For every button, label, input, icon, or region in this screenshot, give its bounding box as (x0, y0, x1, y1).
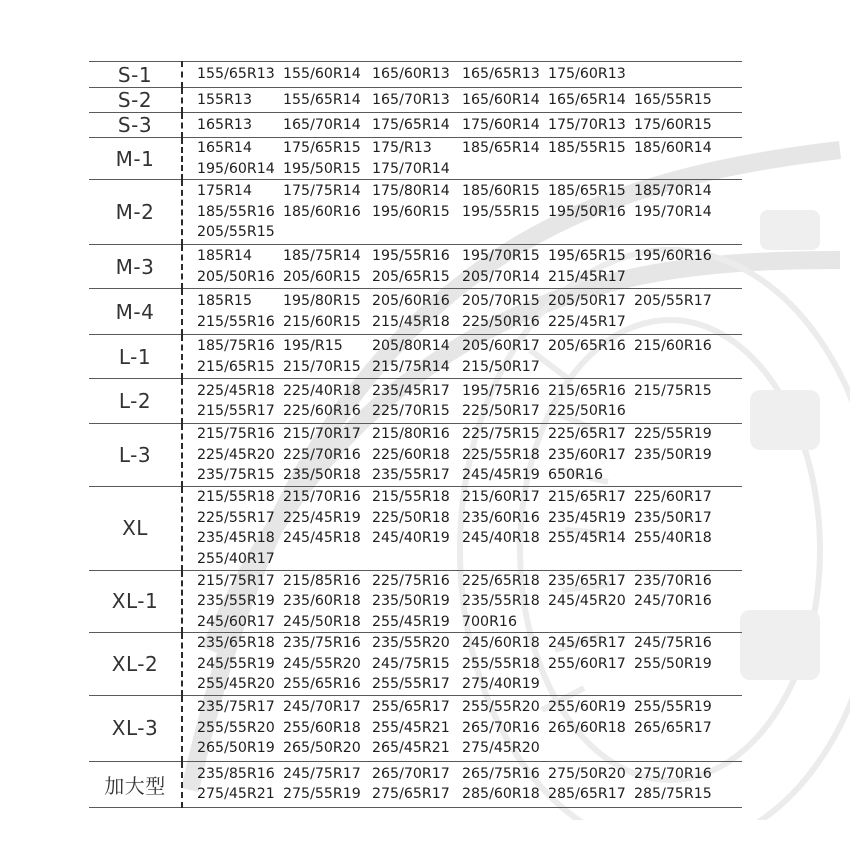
tire-size: 245/40R18 (462, 530, 540, 546)
tire-size: 235/65R17 (548, 572, 626, 589)
tire-size: 225/45R17 (548, 313, 626, 330)
tire-size: 185/75R16 (197, 338, 275, 354)
size-line (197, 138, 738, 159)
tire-size: 245/75R17 (283, 765, 361, 782)
tire-size: 165/60R13 (372, 66, 450, 83)
table-row (89, 570, 742, 633)
tire-size: 225/65R18 (462, 572, 540, 589)
tire-size: 155/65R14 (283, 91, 361, 108)
table-row (89, 88, 742, 113)
tire-size: 285/60R18 (462, 786, 540, 802)
tire-size: 215/75R14 (372, 358, 450, 375)
size-line (197, 312, 738, 333)
size-code-cell (89, 695, 182, 761)
size-line (197, 336, 738, 357)
tire-size: 215/75R15 (634, 382, 712, 399)
size-line (197, 90, 738, 111)
size-line (197, 159, 738, 180)
tire-size: 275/40R19 (462, 676, 540, 692)
tire-size: 215/65R16 (548, 382, 626, 399)
tire-size: 235/60R16 (462, 509, 540, 526)
size-line (197, 401, 738, 422)
tire-size: 245/45R18 (283, 530, 361, 546)
size-line (197, 181, 738, 202)
table-row (89, 424, 742, 487)
size-line (197, 591, 738, 612)
tire-size: 255/40R17 (197, 550, 275, 567)
tire-size: 245/60R17 (197, 613, 275, 630)
tire-size: 165/60R14 (462, 91, 540, 108)
tire-size: 175/75R14 (283, 183, 361, 200)
tire-size: 245/45R19 (462, 467, 540, 483)
tire-size: 185/70R14 (634, 183, 712, 200)
size-code-label: 加大型 (104, 773, 166, 798)
tire-size: 185/55R16 (197, 203, 275, 220)
tire-size: 195/60R14 (197, 160, 275, 177)
tire-size: 225/70R15 (372, 403, 450, 419)
tire-size: 235/50R19 (634, 446, 712, 463)
size-line (197, 64, 738, 85)
tire-size: 175/65R14 (372, 116, 450, 133)
size-code-cell (89, 245, 182, 289)
tire-size: 195/55R16 (372, 248, 450, 264)
tire-size: 275/55R19 (283, 786, 361, 802)
tire-size: 225/75R15 (462, 426, 540, 442)
size-line (197, 674, 738, 695)
size-line (197, 115, 738, 136)
tire-size: 275/65R17 (372, 786, 450, 802)
tire-size: 205/60R17 (462, 338, 540, 354)
size-line (197, 381, 738, 402)
tire-size: 255/45R14 (548, 530, 626, 546)
tire-size: 205/70R14 (462, 268, 540, 285)
size-line (197, 718, 738, 739)
size-line (197, 697, 738, 718)
tire-size: 255/55R19 (634, 699, 712, 716)
table-row (89, 245, 742, 289)
tire-size: 215/85R16 (283, 572, 361, 589)
tire-size: 205/65R15 (372, 268, 450, 285)
tire-size: 245/45R20 (548, 593, 626, 609)
tire-size: 255/45R19 (372, 613, 450, 630)
tire-size: 285/75R15 (634, 786, 712, 802)
tire-size: 245/40R19 (372, 530, 450, 546)
tire-size: 195/50R15 (283, 160, 361, 177)
tire-size: 155/65R13 (197, 66, 275, 83)
size-line (197, 424, 738, 445)
tire-size: 255/65R17 (372, 699, 450, 716)
tire-size: 215/55R18 (372, 489, 450, 505)
size-code-cell (89, 335, 182, 379)
tire-sizes-cell (182, 62, 742, 88)
size-code-label: L-2 (118, 389, 152, 413)
tire-size: 155R13 (197, 91, 252, 108)
tire-size: 245/50R18 (283, 613, 361, 630)
size-line (197, 487, 738, 508)
tire-size: 245/75R16 (634, 635, 712, 651)
table-row (89, 761, 742, 807)
tire-size: 235/55R18 (462, 593, 540, 609)
tire-size: 205/80R14 (372, 338, 450, 354)
tire-sizes-cell (182, 245, 742, 289)
size-code-label: M-2 (115, 200, 155, 224)
tire-size: 225/75R16 (372, 572, 450, 589)
size-code-label: XL-1 (111, 589, 159, 614)
tire-size: 235/70R16 (634, 572, 712, 589)
tire-size: 225/55R18 (462, 446, 540, 463)
size-line (197, 571, 738, 592)
tire-size: 165/65R14 (548, 91, 626, 108)
tire-size: 265/75R16 (462, 765, 540, 782)
size-code-label: XL (122, 516, 148, 540)
tire-size: 185/60R15 (462, 183, 540, 200)
size-code-label: XL-3 (111, 716, 159, 740)
tire-size: 185/75R14 (283, 248, 361, 264)
size-line (197, 612, 738, 633)
tire-size: 245/65R17 (548, 635, 626, 651)
tire-size: 185/65R15 (548, 183, 626, 200)
tire-size: 165/70R13 (372, 91, 450, 108)
tire-size: 215/60R15 (283, 313, 361, 330)
size-code-label: M-4 (115, 299, 155, 324)
tire-size: 245/75R15 (372, 655, 450, 672)
tire-sizes-cell (182, 424, 742, 487)
tire-size: 225/60R16 (283, 403, 361, 419)
size-code-cell (89, 761, 182, 807)
size-code-cell (89, 113, 182, 138)
tire-size: 195/80R15 (283, 293, 361, 309)
size-code-cell (89, 486, 182, 570)
size-code-label: S-3 (117, 113, 153, 137)
tire-size: 235/55R19 (197, 593, 275, 609)
tire-size: 175/60R15 (634, 116, 712, 133)
tire-sizes-cell (182, 138, 742, 180)
tire-size: 205/65R16 (548, 338, 626, 354)
size-line (197, 738, 738, 759)
tire-size: 255/60R17 (548, 655, 626, 672)
tire-size: 255/60R18 (283, 719, 361, 736)
size-line (197, 291, 738, 312)
tire-sizes-cell (182, 570, 742, 633)
tire-size: 265/65R17 (634, 719, 712, 736)
tire-size: 215/55R18 (197, 489, 275, 505)
size-code-cell (89, 424, 182, 487)
tire-size: 215/70R15 (283, 358, 361, 375)
tire-size: 235/55R20 (372, 635, 450, 651)
tire-size: 225/50R16 (462, 313, 540, 330)
tire-size: 185/55R15 (548, 140, 626, 156)
tire-size: 215/70R16 (283, 489, 361, 505)
tire-size: 285/65R17 (548, 786, 626, 802)
tire-size: 195/60R16 (634, 248, 712, 264)
tire-size: 255/55R20 (197, 719, 275, 736)
tire-size: 175/60R13 (548, 66, 626, 83)
tire-size: 175/70R14 (372, 160, 450, 177)
tire-size: 225/50R18 (372, 509, 450, 526)
tire-sizes-cell (182, 695, 742, 761)
tire-size: 255/55R18 (462, 655, 540, 672)
size-line (197, 784, 738, 805)
size-line (197, 445, 738, 466)
size-code-cell (89, 180, 182, 245)
tire-size: 235/55R17 (372, 467, 450, 483)
tire-size: 265/70R16 (462, 719, 540, 736)
size-code-label: S-2 (117, 88, 153, 112)
tire-size: 235/75R15 (197, 467, 275, 483)
size-code-label: L-1 (118, 344, 152, 369)
size-code-cell (89, 570, 182, 633)
tire-size: 700R16 (462, 613, 517, 630)
table-row (89, 62, 742, 88)
tire-size-table (89, 61, 742, 808)
tire-size: 265/60R18 (548, 719, 626, 736)
size-code-cell (89, 289, 182, 335)
tire-size: 225/60R18 (372, 446, 450, 463)
tire-size: 215/55R17 (197, 403, 275, 419)
tire-size: 275/70R16 (634, 765, 712, 782)
size-line (197, 267, 738, 288)
tire-size: 225/55R19 (634, 426, 712, 442)
tire-size: 235/50R19 (372, 593, 450, 609)
tire-sizes-cell (182, 335, 742, 379)
tire-size: 235/75R16 (283, 635, 361, 651)
tire-size: 225/45R19 (283, 509, 361, 526)
tire-size: 195/50R16 (548, 203, 626, 220)
tire-size: 255/60R19 (548, 699, 626, 716)
tire-size: 195/75R16 (462, 382, 540, 399)
size-code-label: L-3 (118, 442, 152, 467)
tire-size: 245/55R19 (197, 655, 275, 672)
tire-size: 215/50R17 (462, 358, 540, 375)
tire-size: 195/65R15 (548, 248, 626, 264)
size-code-label: S-1 (117, 62, 153, 87)
size-line (197, 222, 738, 243)
size-line (197, 528, 738, 549)
size-code-label: M-1 (115, 146, 155, 171)
tire-size: 215/65R17 (548, 489, 626, 505)
tire-size: 165/65R13 (462, 66, 540, 83)
tire-size: 185/65R14 (462, 140, 540, 156)
tire-size: 265/45R21 (372, 740, 450, 757)
table-row (89, 379, 742, 424)
tire-size: 225/45R18 (197, 382, 275, 399)
tire-size: 235/85R16 (197, 765, 275, 782)
table-row (89, 138, 742, 180)
size-line (197, 202, 738, 223)
tire-size: 225/55R17 (197, 509, 275, 526)
tire-size: 225/45R20 (197, 446, 275, 463)
table-row (89, 335, 742, 379)
tire-size: 245/70R17 (283, 699, 361, 716)
size-line (197, 654, 738, 675)
size-line (197, 357, 738, 378)
tire-sizes-cell (182, 379, 742, 424)
tire-size: 205/60R16 (372, 293, 450, 309)
table-row (89, 113, 742, 138)
tire-size: 165/55R15 (634, 91, 712, 108)
tire-size: 215/70R17 (283, 426, 361, 442)
tire-sizes-cell (182, 88, 742, 113)
tire-size: 215/65R15 (197, 358, 275, 375)
tire-size: 185/60R16 (283, 203, 361, 220)
tire-size: 235/60R17 (548, 446, 626, 463)
tire-size: 265/50R19 (197, 740, 275, 757)
size-code-cell (89, 633, 182, 696)
tire-size: 225/50R16 (548, 403, 626, 419)
tire-size: 175R14 (197, 183, 252, 200)
tire-size: 255/50R19 (634, 655, 712, 672)
size-line (197, 246, 738, 267)
tire-size: 235/65R18 (197, 635, 275, 651)
tire-size: 175/R13 (372, 140, 432, 156)
tire-size: 215/75R17 (197, 572, 275, 589)
table-row (89, 486, 742, 570)
table-row (89, 695, 742, 761)
tire-size: 175/60R14 (462, 116, 540, 133)
tire-size: 215/80R16 (372, 426, 450, 442)
tire-sizes-cell (182, 289, 742, 335)
tire-size: 195/70R14 (634, 203, 712, 220)
tire-size: 185R14 (197, 248, 252, 264)
tire-size: 225/70R16 (283, 446, 361, 463)
tire-size: 650R16 (548, 467, 603, 483)
tire-size: 235/45R19 (548, 509, 626, 526)
tire-size: 175/65R15 (283, 140, 361, 156)
size-code-cell (89, 379, 182, 424)
tire-size: 225/40R18 (283, 382, 361, 399)
tire-sizes-cell (182, 761, 742, 807)
tire-size: 255/55R20 (462, 699, 540, 716)
tire-sizes-cell (182, 486, 742, 570)
tire-size: 195/55R15 (462, 203, 540, 220)
size-code-cell (89, 138, 182, 180)
tire-size: 255/45R21 (372, 719, 450, 736)
tire-size: 255/40R18 (634, 530, 712, 546)
tire-size: 205/50R16 (197, 268, 275, 285)
size-code-label: M-3 (115, 254, 155, 279)
tire-size: 265/50R20 (283, 740, 361, 757)
tire-size: 275/45R20 (462, 740, 540, 757)
tire-size: 195/R15 (283, 338, 343, 354)
tire-size: 165R13 (197, 116, 252, 133)
size-line (197, 508, 738, 529)
tire-size: 205/60R15 (283, 268, 361, 285)
tire-size: 235/50R18 (283, 467, 361, 483)
tire-size: 215/45R17 (548, 268, 626, 285)
tire-size: 235/45R17 (372, 382, 450, 399)
tire-size: 195/60R15 (372, 203, 450, 220)
size-code-label: XL-2 (111, 651, 159, 676)
tire-size: 255/65R16 (283, 676, 361, 692)
tire-size: 225/65R17 (548, 426, 626, 442)
tire-size: 255/55R17 (372, 676, 450, 692)
tire-size: 165/70R14 (283, 116, 361, 133)
tire-size: 275/45R21 (197, 786, 275, 802)
table-row (89, 633, 742, 696)
tire-size: 205/70R15 (462, 293, 540, 309)
tire-sizes-cell (182, 180, 742, 245)
size-code-cell (89, 88, 182, 113)
tire-sizes-cell (182, 113, 742, 138)
tire-size: 245/70R16 (634, 593, 712, 609)
size-code-cell (89, 62, 182, 88)
tire-size: 235/50R17 (634, 509, 712, 526)
tire-size: 225/50R17 (462, 403, 540, 419)
tire-size: 225/60R17 (634, 489, 712, 505)
table-row (89, 289, 742, 335)
tire-size: 245/60R18 (462, 635, 540, 651)
tire-size: 205/50R17 (548, 293, 626, 309)
tire-size: 215/60R17 (462, 489, 540, 505)
size-line (197, 549, 738, 570)
tire-size: 235/60R18 (283, 593, 361, 609)
tire-size: 215/45R18 (372, 313, 450, 330)
tire-size: 215/55R16 (197, 313, 275, 330)
tire-size: 165R14 (197, 140, 252, 156)
tire-size: 175/80R14 (372, 183, 450, 200)
tire-size: 235/75R17 (197, 699, 275, 716)
tire-size: 185R15 (197, 293, 252, 309)
tire-size: 255/45R20 (197, 676, 275, 692)
tire-size: 195/70R15 (462, 248, 540, 264)
tire-size: 205/55R15 (197, 224, 275, 241)
tire-size: 185/60R14 (634, 140, 712, 156)
tire-size: 265/70R17 (372, 765, 450, 782)
tire-size: 245/55R20 (283, 655, 361, 672)
tire-size: 205/55R17 (634, 293, 712, 309)
size-line (197, 764, 738, 785)
tire-size: 175/70R13 (548, 116, 626, 133)
tire-size: 155/60R14 (283, 66, 361, 83)
tire-size: 275/50R20 (548, 765, 626, 782)
tire-sizes-cell (182, 633, 742, 696)
size-line (197, 465, 738, 486)
tire-size: 235/45R18 (197, 530, 275, 546)
tire-size: 215/60R16 (634, 338, 712, 354)
tire-size: 215/75R16 (197, 426, 275, 442)
size-line (197, 633, 738, 654)
table-row (89, 180, 742, 245)
